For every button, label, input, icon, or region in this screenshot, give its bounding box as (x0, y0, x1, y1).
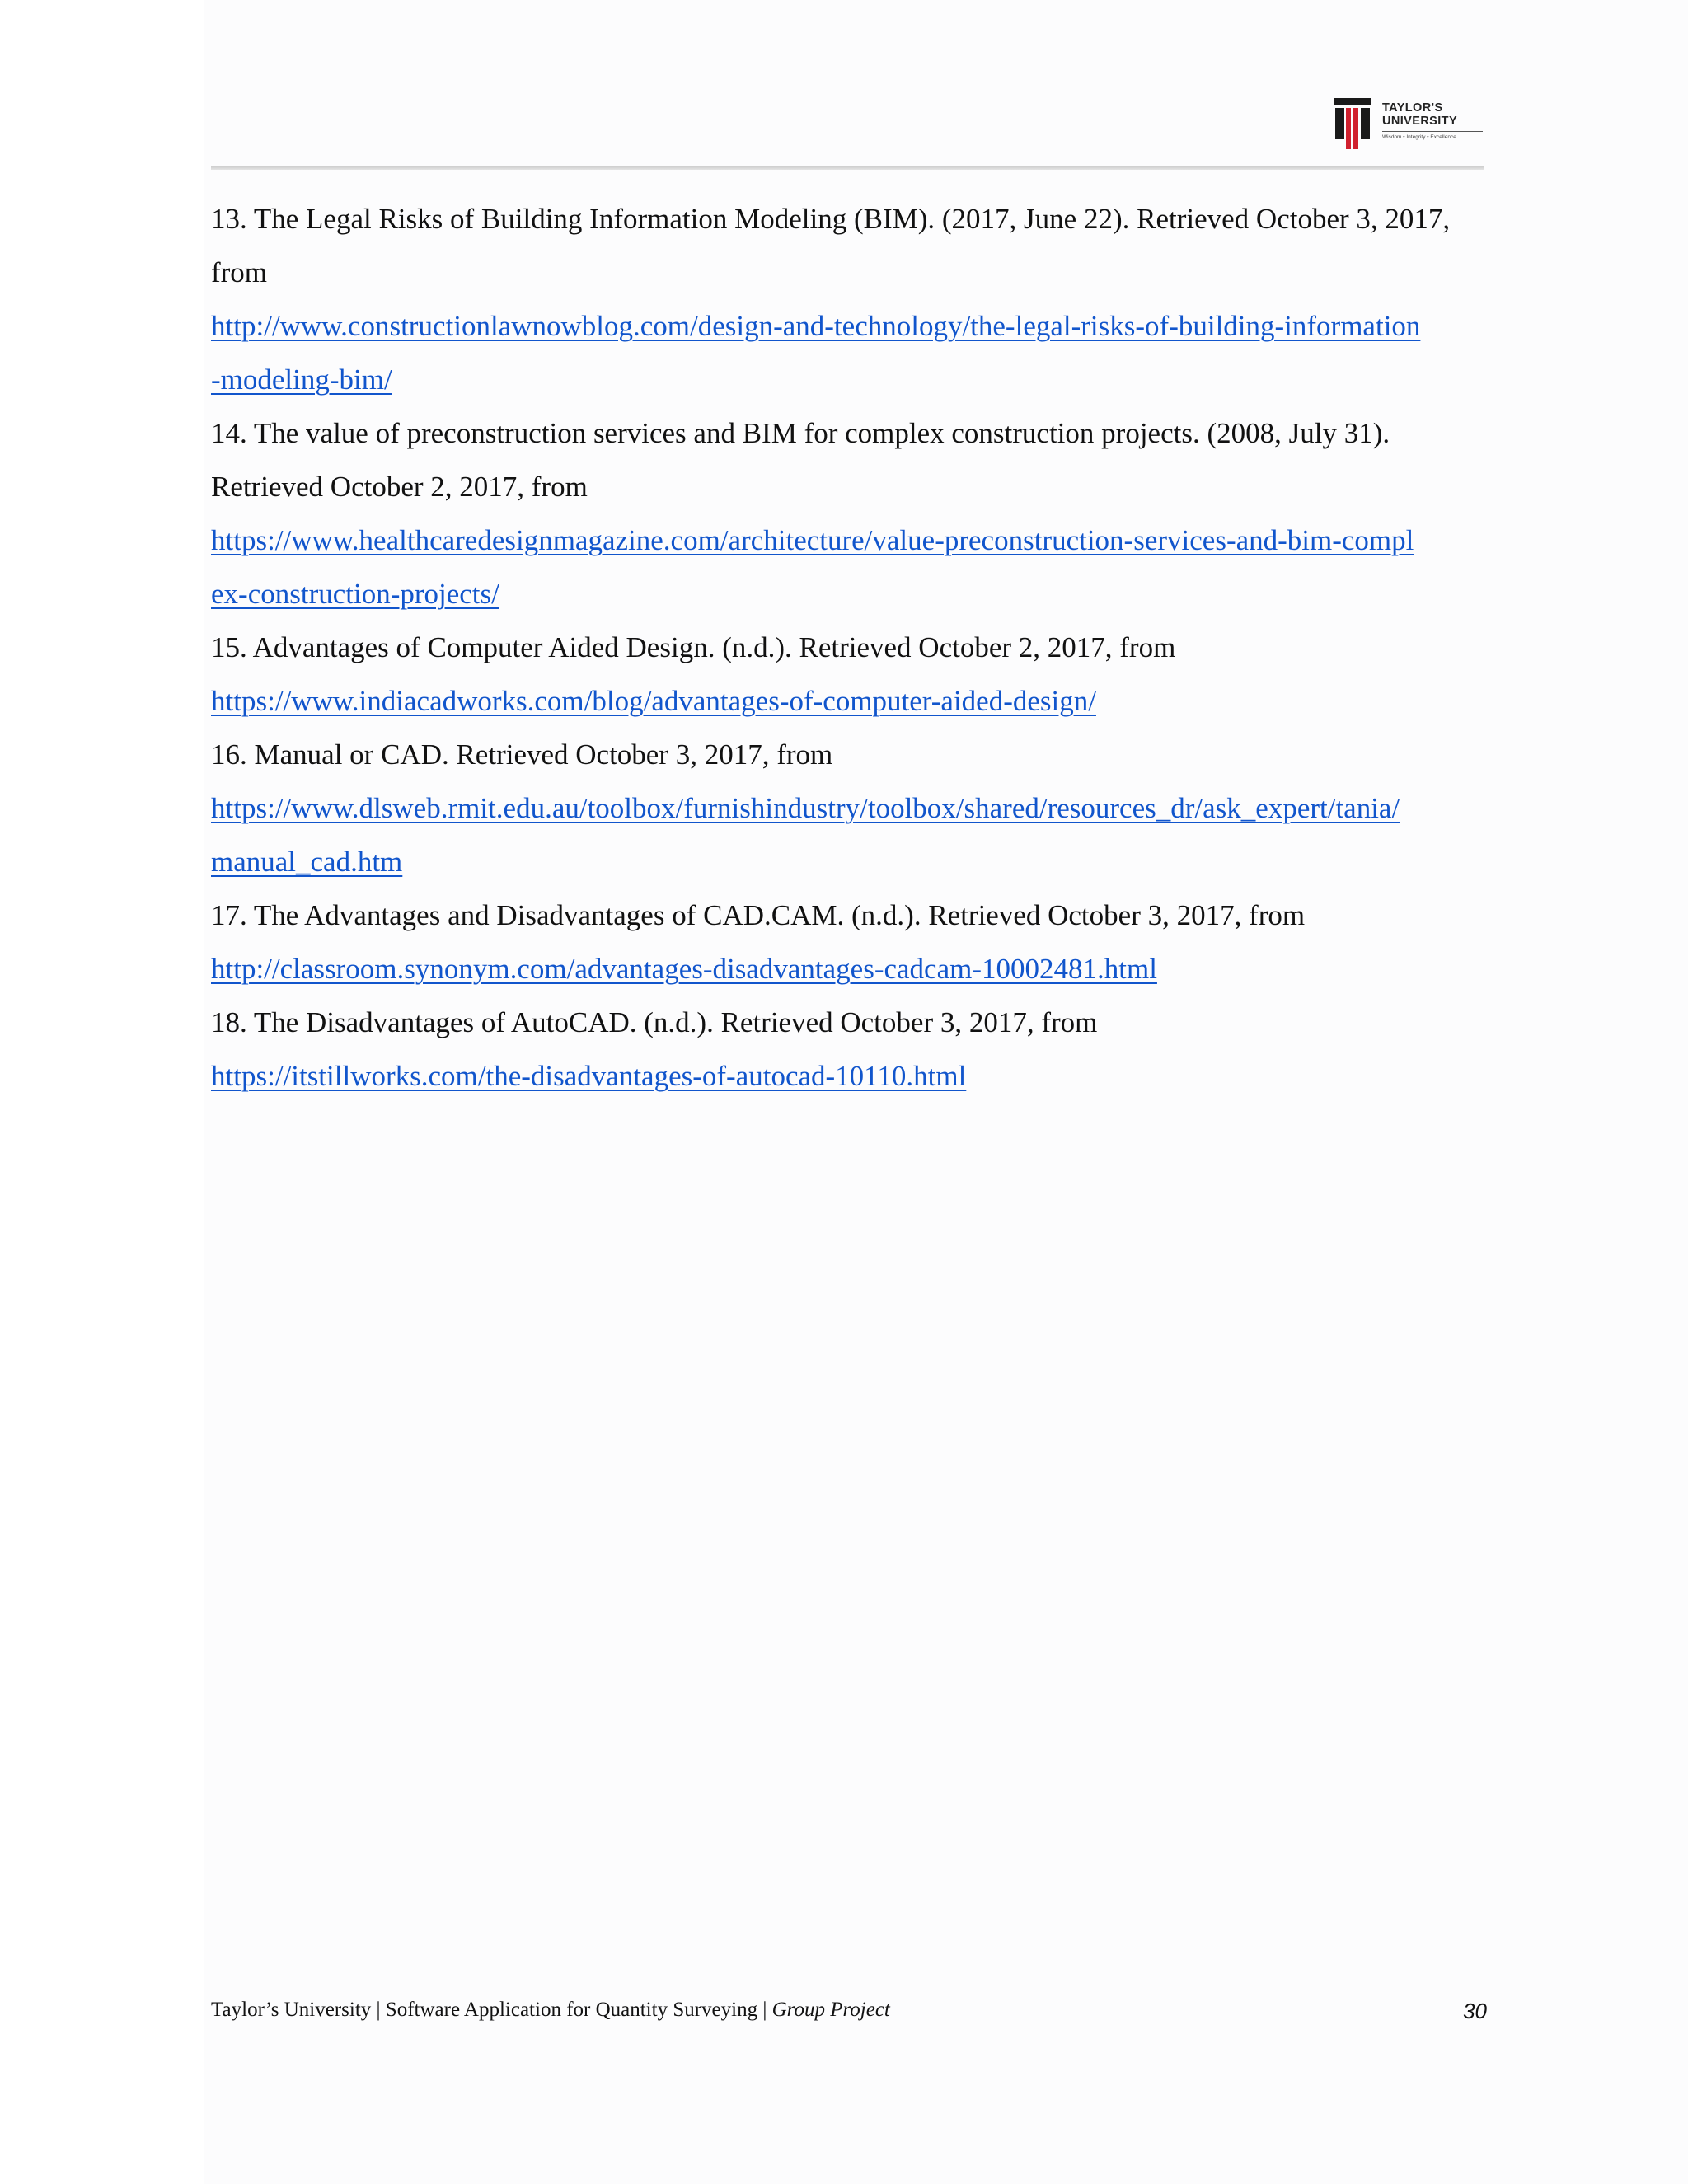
reference-text: 18. The Disadvantages of AutoCAD. (n.d.). Retrieved October 3, 2017, from (211, 1006, 1098, 1038)
logo-name-line2: UNIVERSITY (1382, 115, 1458, 128)
reference-link[interactable]: -modeling-bim/ (211, 363, 392, 396)
reference-link[interactable]: https://www.healthcaredesignmagazine.com/architecture/value-preconstruction-services-and-bim-compl (211, 524, 1414, 556)
reference-link[interactable]: https://www.indiacadworks.com/blog/advantages-of-computer-aided-design/ (211, 685, 1096, 717)
reference-item (211, 621, 1489, 728)
logo-divider (1382, 131, 1483, 132)
logo-wordmark (1382, 101, 1457, 128)
footer-text (211, 1999, 890, 2022)
reference-list (211, 192, 1489, 1103)
logo-motto: Wisdom • Integrity • Excellence (1382, 134, 1456, 140)
reference-link[interactable]: https://itstillworks.com/the-disadvantages-of-autocad-10110.html (211, 1060, 967, 1092)
header-divider (211, 166, 1484, 170)
reference-item (211, 996, 1489, 1103)
university-crest-icon (1334, 98, 1373, 149)
page-footer (211, 1999, 1487, 2032)
reference-item (211, 888, 1489, 996)
taylors-university-logo (1334, 98, 1490, 152)
logo-name-line1: TAYLOR'S (1382, 101, 1443, 115)
reference-link[interactable]: ex-construction-projects/ (211, 578, 499, 610)
reference-item (211, 406, 1489, 621)
reference-item (211, 728, 1489, 888)
reference-text: 14. The value of preconstruction services and BIM for complex construction projects. (2008, July 31). Retrieved October 2, 2017, from (211, 417, 1390, 503)
reference-text: 16. Manual or CAD. Retrieved October 3, 2017, from (211, 738, 833, 771)
reference-text: 15. Advantages of Computer Aided Design. (n.d.). Retrieved October 2, 2017, from (211, 631, 1176, 663)
footer-project-label: Group Project (771, 1999, 890, 2021)
reference-link[interactable]: http://classroom.synonym.com/advantages-disadvantages-cadcam-10002481.html (211, 953, 1157, 985)
page-number: 30 (1463, 1999, 1487, 2023)
reference-item (211, 192, 1489, 406)
reference-link[interactable]: http://www.constructionlawnowblog.com/design-and-technology/the-legal-risks-of-building-information (211, 310, 1421, 342)
reference-link[interactable]: https://www.dlsweb.rmit.edu.au/toolbox/furnishindustry/toolbox/shared/resources_dr/ask_expert/tania/ (211, 792, 1400, 824)
reference-text: 17. The Advantages and Disadvantages of CAD.CAM. (n.d.). Retrieved October 3, 2017, from (211, 899, 1306, 931)
reference-link[interactable]: manual_cad.htm (211, 846, 403, 878)
footer-title: Taylor’s University | Software Application for Quantity Surveying | (211, 1999, 772, 2021)
reference-text: 13. The Legal Risks of Building Information Modeling (BIM). (2017, June 22). Retrieved October 3, 2017, from (211, 203, 1451, 288)
